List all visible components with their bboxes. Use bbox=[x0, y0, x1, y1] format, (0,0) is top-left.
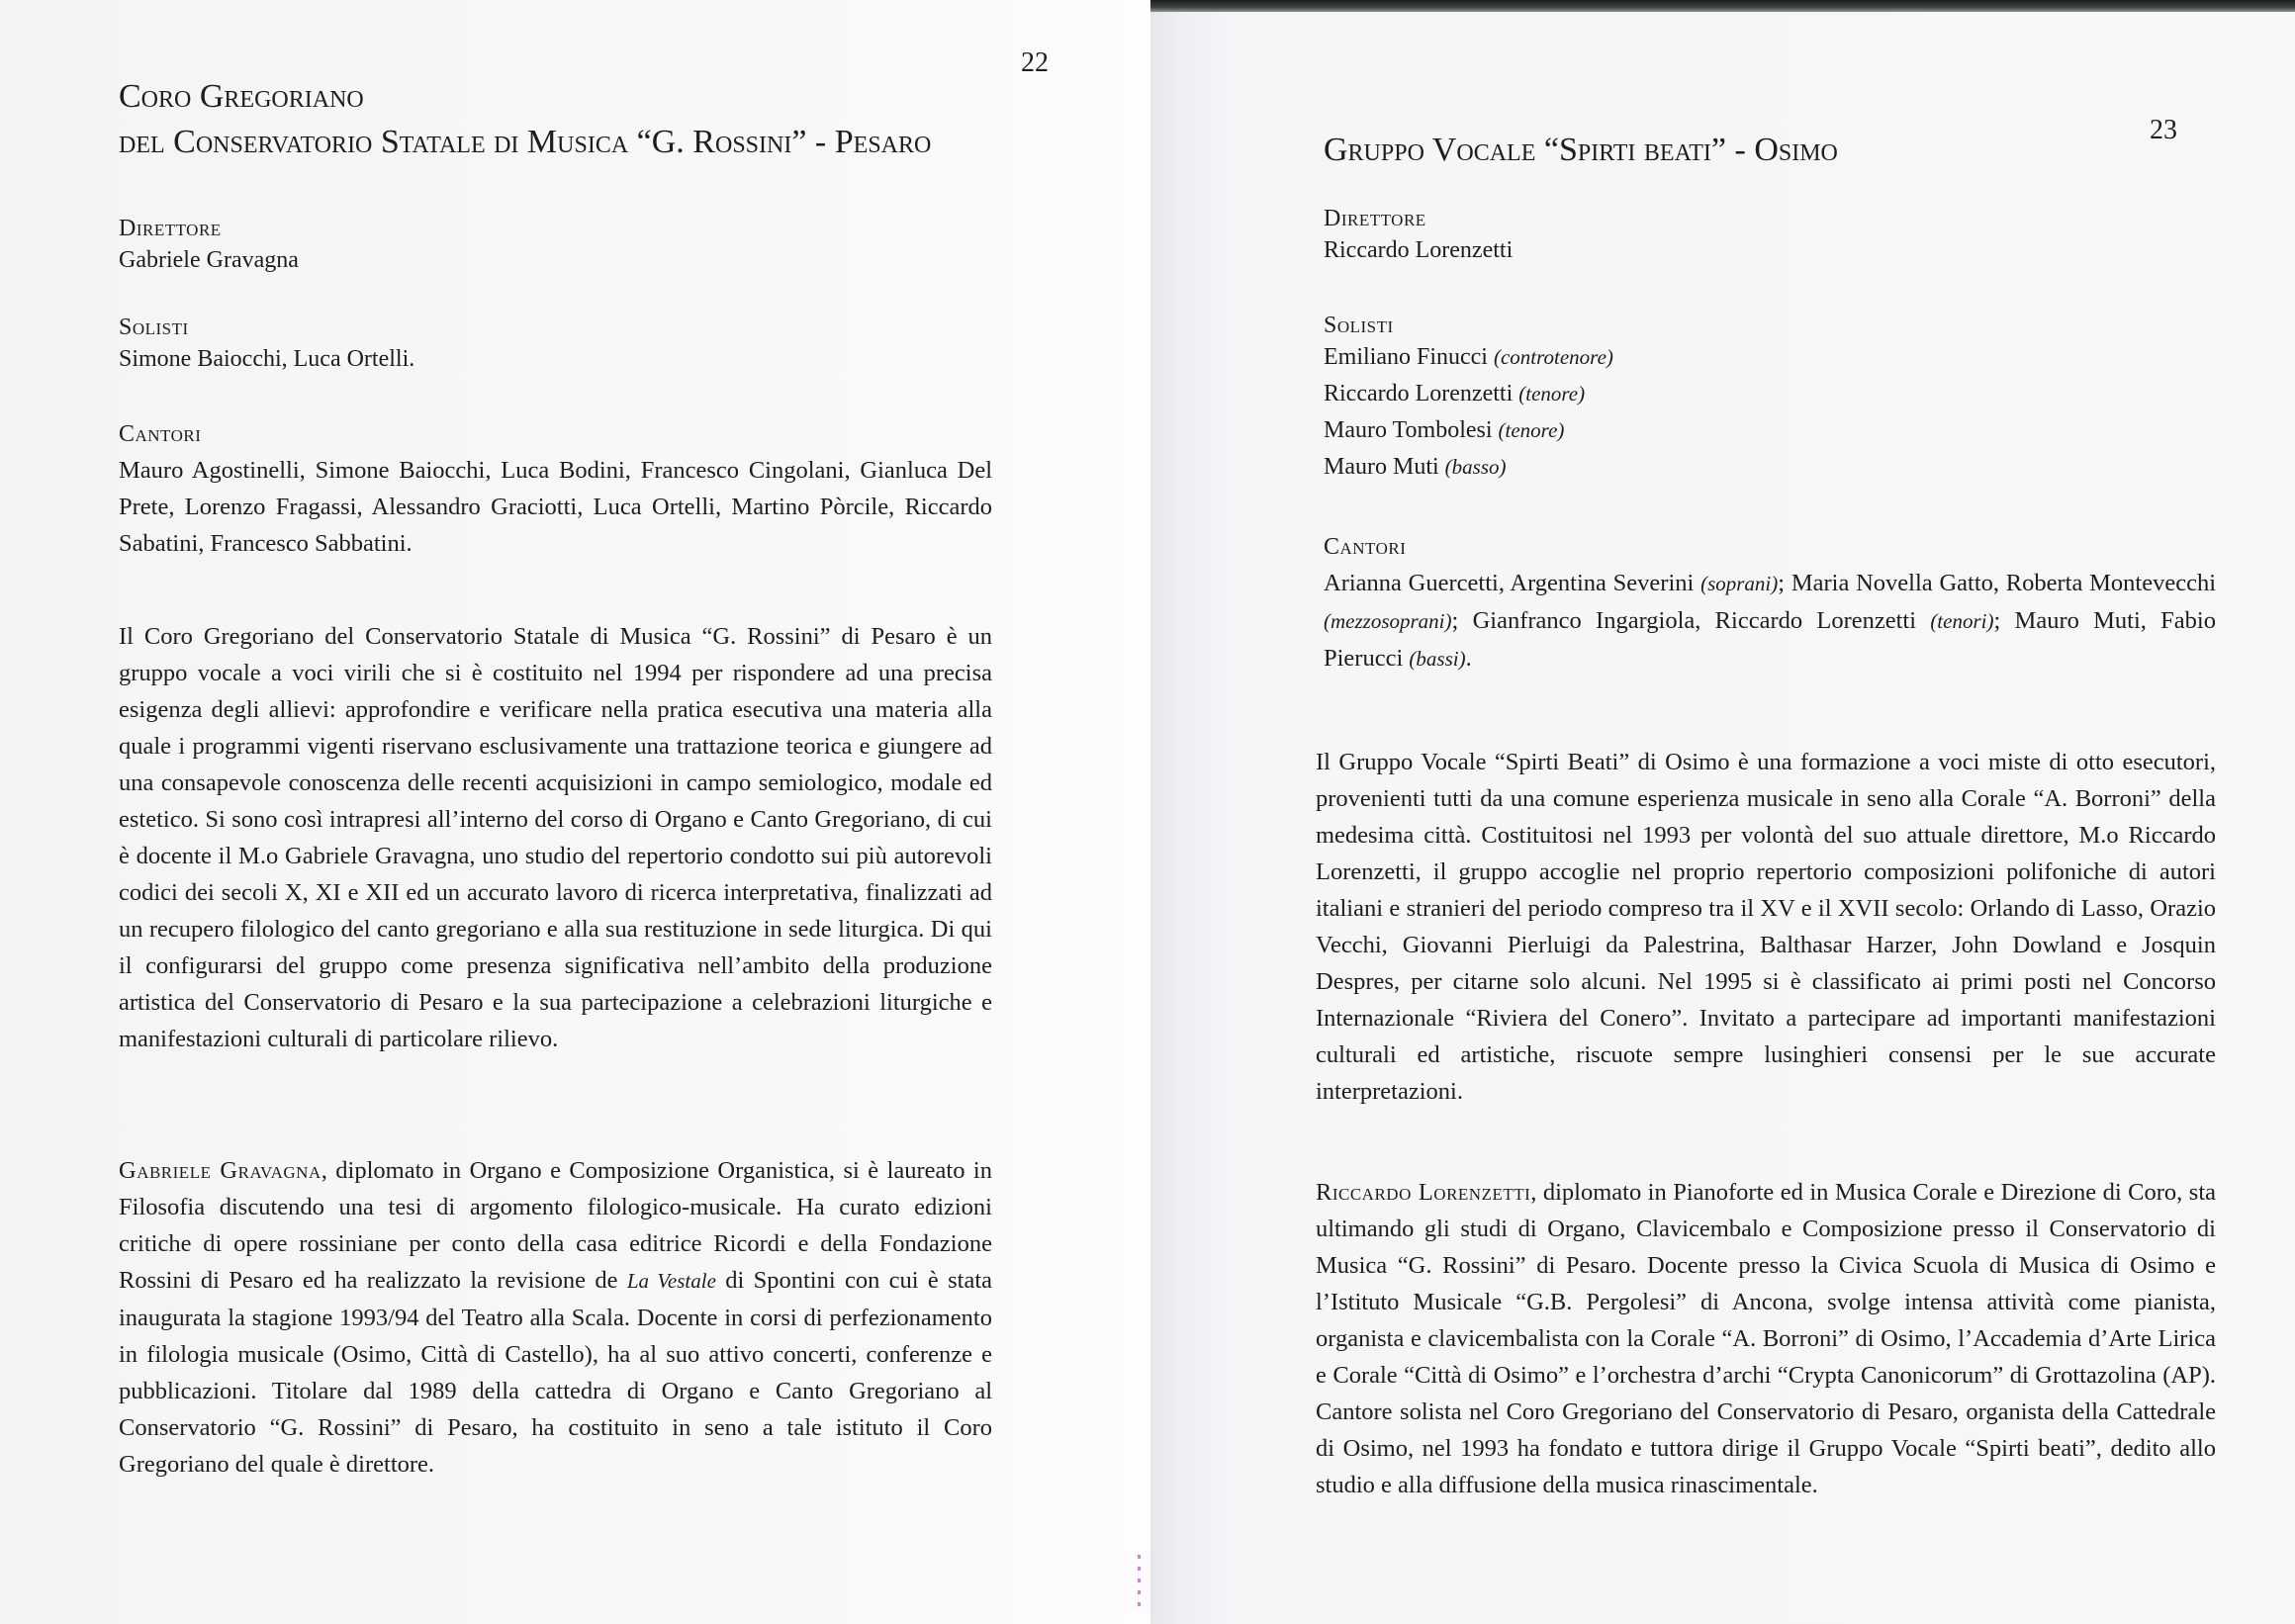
description-text: Il Coro Gregoriano del Conservatorio Statale di Musica “G. Rossini” di Pesaro è un gruppo vocale a voci virili che si è costituito nel 1994 per rispondere ad una precisa esigenza degli allievi: approfondire e verificare nella pratica esecutiva una materia alla quale i programmi vigenti riservano esclusivamente una trattazione teorica e giungere ad una consapevole conoscenza delle recenti acquisizioni in campo semiologico, modale ed estetico. Si sono così intrapresi all’interno del corso di Organo e Canto Gregoriano, di cui è docente il M.o Gabriele Gravagna, uno studio del repertorio condotto sui più autorevoli codici dei secoli X, XI e XII ed un accurato lavoro di ricerca interpretativa, finalizzati ad un recupero filologico del canto gregoriano e alla sua restituzione in sede liturgica. Di qui il configurarsi del gruppo come presenza significativa nell’ambito della produzione artistica del Conservatorio di Pesaro e la sua partecipazione a celebrazioni liturgiche e manifestazioni culturali di particolare rilievo. bbox=[119, 623, 992, 1052]
section-label: Direttore bbox=[1324, 206, 1426, 231]
soloist-item bbox=[1324, 449, 2194, 486]
right-page bbox=[1150, 12, 2295, 1624]
description-paragraph bbox=[119, 618, 992, 1057]
description-paragraph bbox=[1316, 744, 2216, 1110]
voice-role: (bassi) bbox=[1409, 647, 1466, 671]
voice-role: (tenori) bbox=[1930, 609, 1994, 633]
page-number: 23 bbox=[2150, 115, 2177, 145]
soloist-item bbox=[1324, 412, 2194, 449]
opera-title: La Vestale bbox=[626, 1269, 716, 1293]
section-label: Direttore bbox=[119, 216, 222, 241]
soloist-role: (basso) bbox=[1444, 455, 1507, 479]
scanner-edge bbox=[1148, 0, 2295, 12]
scan-artifact bbox=[1138, 1555, 1141, 1614]
section-label: Cantori bbox=[1324, 534, 1407, 560]
description-text: Il Gruppo Vocale “Spirti Beati” di Osimo è una formazione a voci miste di otto esecutori, provenienti tutti da una comune esperienza musicale in seno alla Corale “A. Borroni” della medesima città. Costituitosi nel 1993 per volontà del suo attuale direttore, M.o Riccardo Lorenzetti, il gruppo accoglie nel proprio repertorio composizioni polifoniche di autori italiani e stranieri del periodo compreso tra il XV e il XVII secolo: Orlando di Lasso, Orazio Vecchi, Giovanni Pierluigi da Palestrina, Balthasar Harzer, John Dowland e Josquin Despres, per citarne solo alcuni. Nel 1995 si è classificato ai primi posti nel Concorso Internazionale “Riviera del Conero”. Invitato a partecipare ad importanti manifestazioni culturali ed artistiche, riscuote sempre lusinghieri consensi per le sue accurate interpretazioni. bbox=[1316, 749, 2216, 1105]
bio-text bbox=[1316, 1174, 2216, 1503]
cantori-names: Mauro Agostinelli, Simone Baiocchi, Luca Bodini, Francesco Cingolani, Gianluca Del Prete, Lorenzo Fragassi, Alessandro Graciotti, Luca Ortelli, Martino Pòrcile, Riccardo Sabatini, Francesco Sabbatini. bbox=[119, 457, 992, 557]
soloist-role: (tenore) bbox=[1518, 382, 1586, 406]
soloist-name: Mauro Tombolesi bbox=[1324, 417, 1493, 443]
soloist-item bbox=[1324, 339, 2194, 376]
punctuation: . bbox=[1465, 645, 1472, 672]
bio-name: Riccardo Lorenzetti bbox=[1316, 1179, 1531, 1206]
bio-text-part-1: , diplomato in Organo e Composizione Organistica, si è laureato in Filosofia discutendo una tesi di argomento filologico-musicale. Ha curato edizioni critiche di opere rossiniane per conto della casa editrice Ricordi e della Fondazione Rossini di Pesaro ed ha realizzato la revisione de bbox=[119, 1157, 992, 1294]
bassi-names: ; Mauro Muti, Fabio Pierucci bbox=[1324, 607, 2216, 672]
soloist-role: (tenore) bbox=[1498, 418, 1565, 442]
voice-role: (mezzosoprani) bbox=[1324, 609, 1452, 633]
cantori-names bbox=[1324, 565, 2216, 677]
page-heading bbox=[1324, 129, 1838, 172]
soloist-item bbox=[1324, 376, 2194, 412]
direttore-section bbox=[1324, 206, 2194, 269]
soprani-names: Arianna Guercetti, Argentina Severini bbox=[1324, 570, 1701, 596]
solisti-names: Simone Baiocchi, Luca Ortelli. bbox=[119, 346, 415, 372]
cantori-section bbox=[1324, 534, 2216, 677]
page-heading bbox=[119, 75, 989, 164]
solisti-section bbox=[1324, 313, 2194, 486]
section-label: Solisti bbox=[119, 315, 189, 340]
direttore-name: Gabriele Gravagna bbox=[119, 247, 299, 273]
mezzosoprani-names: ; Maria Novella Gatto, Roberta Montevecchi bbox=[1778, 570, 2216, 596]
bio-paragraph bbox=[1316, 1174, 2216, 1503]
soloist-name: Mauro Muti bbox=[1324, 454, 1439, 480]
bio-text bbox=[119, 1152, 992, 1483]
voice-role: (soprani) bbox=[1700, 572, 1779, 595]
cantori-section bbox=[119, 421, 992, 562]
solisti-section bbox=[119, 315, 989, 378]
bio-text-body: , diplomato in Pianoforte ed in Musica Corale e Direzione di Coro, sta ultimando gli studi di Organo, Clavicembalo e Composizione presso il Conservatorio di Musica “G. Rossini” di Pesaro. Docente presso la Civica Scuola di Musica di Osimo e l’Istituto Musicale “G.B. Pergolesi” di Ancona, svolge intensa attività come pianista, organista e clavicembalista con la Corale “A. Borroni” di Osimo, l’Accademia d’Arte Lirica e Corale “Città di Osimo” e l’orchestra d’archi “Crypta Canonicorum” di Grottazolina (AP). Cantore solista nel Coro Gregoriano del Conservatorio di Pesaro, organista della Cattedrale di Osimo, nel 1993 ha fondato e tuttora dirige il Gruppo Vocale “Spirti beati”, dedito allo studio e alla diffusione della musica rinascimentale. bbox=[1316, 1179, 2216, 1498]
direttore-section bbox=[119, 216, 989, 279]
bio-name: Gabriele Gravagna bbox=[119, 1157, 321, 1184]
section-label: Cantori bbox=[119, 421, 202, 447]
bio-paragraph bbox=[119, 1152, 992, 1483]
section-label: Solisti bbox=[1324, 313, 1394, 338]
heading-line-2: del Conservatorio Statale di Musica “G. Rossini” - Pesaro bbox=[119, 124, 932, 160]
soloist-name: Emiliano Finucci bbox=[1324, 344, 1488, 370]
bio-text-part-2: di Spontini con cui è stata inaugurata la stagione 1993/94 del Teatro alla Scala. Docente in corsi di perfezionamento in filologia musicale (Osimo, Città di Castello), ha al suo attivo concerti, conferenze e pubblicazioni. Titolare dal 1989 della cattedra di Organo e Canto Gregoriano al Conservatorio “G. Rossini” di Pesaro, ha costituito in seno a tale istituto il Coro Gregoriano del quale è direttore. bbox=[119, 1267, 992, 1478]
soloist-name: Riccardo Lorenzetti bbox=[1324, 381, 1514, 406]
tenori-names: ; Gianfranco Ingargiola, Riccardo Lorenzetti bbox=[1451, 607, 1931, 634]
heading-line-1: Coro Gregoriano bbox=[119, 78, 364, 115]
direttore-name: Riccardo Lorenzetti bbox=[1324, 237, 1514, 263]
page-number: 22 bbox=[1021, 47, 1049, 78]
heading-title: Gruppo Vocale “Spirti beati” - Osimo bbox=[1324, 132, 1838, 168]
soloist-role: (controtenore) bbox=[1493, 345, 1613, 369]
